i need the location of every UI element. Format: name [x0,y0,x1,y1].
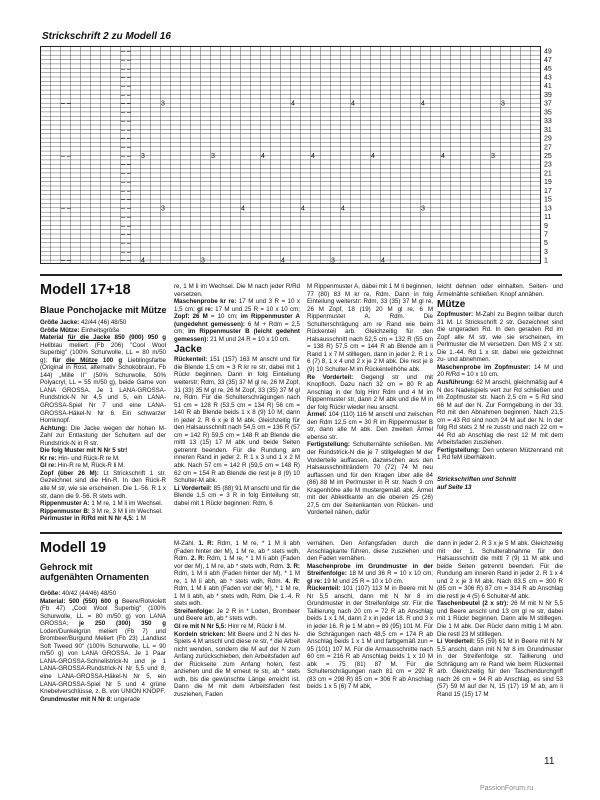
chart-symbol: 4 [441,153,445,160]
row-number: 31 [544,126,552,134]
chart-symbol: – – [121,205,131,213]
modell19-column-3: vernähen. Den Anfangsfaden durch die Anschlagkante führen, diese zusziehen und den Faden vernähen. Maschenprobe im Grundmuster in der Streifenfolge: 18 M und 36 R = 10 x 10 cm; gl re: 19 M und 25 R = 10 x 10 cm. Rückenteil: 101 (107) 113 M in Beere mit N Nr 5,5 anschl, dann mit N Nr 8 im Grundmuster in der Streifenfolge str. Für die Taillierung nach 20 cm = 72 R ab Anschlag beids 1 x 1 M, dann 2 x in jeder 18. R und 3 x in jeder 16. R je 1 M abn = 89 (95) 101 M. Für die Schrägungen nach 48,5 cm = 174 R ab Anschlag beids 1 x 1 M und farbgemäß zun = 95 (101) 107 M. Für die Armausschnitte nach 60 cm = 216 R ab Anschlag beids 1 x 10 M abk = 75 (81) 87 M. Für die Schulterschrägungen nach 81 cm = 292 R (83 cm = 298 R) 85 cm = 306 R ab Anschlag beids 1 x 5 (6) 7 M abk, [307,540,433,691]
row-number: 29 [544,135,552,143]
chart-symbol: 4 [291,100,295,108]
chart-symbol: 3 [331,257,335,264]
row-number: 45 [544,65,552,73]
chart-symbol: 4 [261,153,265,160]
chart-symbol: – – [121,100,131,108]
chart-symbol: – – [121,65,131,73]
modell17-title: Modell 17+18 [40,282,131,298]
chart-symbol: 3 [201,257,205,264]
row-number: 43 [544,74,552,82]
chart-symbol: – – [121,48,131,56]
chart-symbol: 3 [501,100,505,108]
chart-symbol: – – [121,118,131,126]
chart-symbol: – – [121,74,131,82]
chart-symbol: – – [121,257,131,264]
row-number: 1 [544,257,548,264]
modell19-title: Modell 19 [40,540,107,556]
chart-symbol: 4 [381,257,385,264]
chart-symbol: 4 [301,205,305,213]
chart-symbol: – – [121,153,131,160]
row-number: 37 [544,100,552,108]
chart-title: Strickschrift 2 zu Modell 16 [42,31,171,42]
chart-symbol: 4 [421,100,425,108]
chart-symbol: – – [121,161,131,169]
row-number: 7 [544,231,548,239]
modell17-subtitle: Blaue Ponchojacke mit Mütze [40,305,167,315]
chart-symbol: 3 [491,153,495,160]
modell19-subtitle [40,562,149,582]
row-number: 3 [544,248,548,256]
row-number: 9 [544,222,548,230]
row-number: 49 [544,48,552,56]
chart-symbol: – – [61,257,71,264]
chart-symbol: – – [121,126,131,134]
chart-symbol: – – [121,248,131,256]
row-number: 35 [544,109,552,117]
row-number: 47 [544,57,552,65]
chart-symbol: 3 [161,100,165,108]
chart-symbol: – – [121,231,131,239]
row-number: 11 [544,214,552,221]
chart-symbol: 4 [341,205,345,213]
modell19-column-4: dann in jeder 2. R 3 x je 5 M abk. Gleichzeitig mit der 1. Schulterabnahme für den Halsausschnitt die mittl 7 (9) 11 M abk und beide Seiten getrennt beenden. Für die Rundung am inneren Rand in jeder 2. R 1 x 4 und 2 x je 3 M abk. Nach 83,5 cm = 300 R (85 cm = 306 R) 87 cm = 314 R ab Anschlag die restl je 4 (5) 6 Schulter-M abk. Taschenbeutel (2 x str): 26 M mit N Nr 5,5 und Beere anschl und 13 cm gl re str, dabei mit 1 Rückr beginnen. Dann alle M stilllegen. Die 1 M abk. Der Rückr dann mittig 1 M abn. Die restl 23 M stilllegen. Li Vorderteil: 55 (59) 61 M in Beere mit N Nr 5,5 anschl, dann mit N Nr 8 im Grundmuster in der Streifenfolge str. Taillierung und Schrägung am re Rand wie beim Rückenteil arb. Gleichzeitig für den Taschendurchgriff nach 26 cm = 94 R ab Anschlag, es sind 53 (57) 59 M auf der N, 15 (17) 19 M ab, am li Rand 15 (15) 17 M [437,540,563,698]
modell19-subtitle-line: Gehrock mit [40,562,93,572]
chart-symbol: – – [121,222,131,230]
chart-symbol: 4 [241,205,245,213]
row-number: 25 [544,153,552,160]
modell19-column-2: M-Zahl. 1. R: Rdm, 1 M re, * 1 M li abh (Faden hinter der M), 1 M re, ab * stets wdh, Rdm. 2. R: Rdm, 1 M re, * 1 M li abh (Faden vor der M), 1 M re, ab * stets wdh, Rdm. 3. R: Rdm, 1 M li abh (Faden hinter der M), * 1 M re, 1 M li abh, ab * stets wdh, Rdm. 4. R: Rdm, 1 M li abh (Faden vor der M), * 1 M re, 1 M li abh, ab * stets wdh, Rdm. Die 1.-4. R stets wdh. Streifenfolge: Je 2 R in * Loden, Brombeer und Beere arb, ab * stets wdh. Gl re mit N Nr 5,5: Hinr re M, Rückr li M. Kordeln stricken: Mit Beere und 2 N des N-Spiels 4 M anschl und diese re str, * die Arbeit nicht wenden, sondern die M auf der N zum Anfang zurückschieben, den Arbeitsfaden auf der Rückseite zum Anfang holen, fest anziehen und die M erneut re str, ab * stets wdh, bis die gewünschte Länge erreicht ist. Dann die M mit dem Arbeitsfaden fest zusziehen, Faden [174,540,301,698]
modell17-column-2: re, 1 M li im Wechsel. Die M nach jeder R/Rd versetzen. Maschenprobe kr re: 17 M und 3 R = 10 x 1,5 cm; gl re: 17 M und 25 R = 10 x 10 cm; Zopf: 26 M = 10 cm; im Rippenmuster A (ungedehnt gemessen): 6 M + Rdm = 2,5 cm; im Rippenmuster B (leicht gedehnt gemessen): 21 M und 24 R = 10 x 10 cm. Jacke Rückenteil: 151 (157) 163 M anschl und für die Blende 1,5 cm = 3 R kr re str, dabei mit 1 Rückr beginnen. Dann in folg Einteilung weiterstr: Rdm, 33 (35) 37 M gl re, 26 M Zopf, 31 (33) 35 M gl re, 26 M Zopf, 33 (35) 37 M gl re, Rdm. Für die Schulterschrägungen nach 51 cm = 128 R (53,5 cm = 134 R) 56 cm = 140 R ab Blende beids 1 x 8 (9) 10 M, dann in jeder 2. R 6 x je 8 M abk. Gleichzeitig für den Halsausschnitt nach 54,5 cm = 136 R (57 cm = 142 R) 59,5 cm = 148 R ab Blende die mittl 13 (15) 17 M abk und beide Seiten getrennt beenden. Für die Rundung am inneren Rand in jeder 2. R 1 x 3 und 1 x 2 M abk. Nach 57 cm = 142 R (59,5 cm = 148 R) 62 cm = 154 R ab Blende die rest je 8 (9) 10 Schulter-M abk. Li Vorderteil: 85 (88) 91 M anschl und für die Blende 1,5 cm = 3 R in folg Einteilung str, dabei mit 1 Rückr beginnen: Rdm, 6 [174,283,301,507]
chart-symbol: – – [121,187,131,195]
chart-symbol: 4 [281,257,285,264]
row-number: 13 [544,205,552,213]
section-divider [40,274,562,276]
knitting-chart [40,46,562,264]
row-number: 5 [544,240,548,248]
row-number: 41 [544,83,552,91]
chart-symbol: 3 [211,153,215,160]
row-number: 17 [544,187,552,195]
chart-symbol: – – [121,83,131,91]
chart-symbol: 4 [351,100,355,108]
chart-symbol: 4 [371,153,375,160]
row-number: 39 [544,92,552,99]
modell17-column-3: M Rippenmuster A, dabei mit 1 M li beginnen, 77 (80) 83 M kr re, Rdm. Dann in folg Einteilung weiterstr: Rdm, 33 (35) 37 M gl re, 26 M Zopf, 18 (19) 20 M gl re, 6 M Rippenmuster A, Rdm. Die Schulterschrägung am re Rand wie beim Rückenteil arb. Gleichzeitig für den Halsausschnitt nach 52,5 cm = 132 R (55 cm = 138 R) 57,5 cm = 144 R ab Blende am li Rand 1 x 7 M stilllegen, dann in jeder 2. R 1 x 6 (7) 8, 1 x 4 und 2 x je 2 M abk. Die rest je 8 (9) 10 Schulter-M im Rückenteilhöhe abk. Re Vorderteil: Gegengl str und mit Knopfloch. Dazu nach 32 cm = 80 R ab Anschlag in der folg Hinr Rdm und 4 M im Rippenmuster str, dann 2 M abk und die M in der folg Rückr wieder neu anschl. Ärmel: 104 (110) 116 M anschl und zwischen den Rdm 12,5 cm = 30 R im Rippenmuster B str, dann alle M abk. Den zweiten Ärmel ebenso str. Fertigstellung: Schulternähte schließen. Mit der Rundstrick-N die je 7 stillgelegten M der Vorderteile auffassen, dazwischen aus den Halsausschnitträndern 70 (72) 74 M neu auffassen und für den Kragen über alle 84 (86) 88 M im Perlmuster in R str. Nach 9 cm Kragenhöhe alle M mustergemäß abk. Ärmel mit der Abkettkante an die oberen 25 (26) 27,5 cm der Seitenkanten von Rücken- und Vorderteil nähen, dafür [307,283,433,517]
chart-symbol: – – [121,109,131,117]
chart-symbol: 4 [141,257,145,264]
chart-symbol: – – [121,179,131,187]
chart-symbol: – – [121,92,131,99]
chart-symbol: 4 [311,153,315,160]
row-number: 15 [544,196,552,204]
chart-symbol: 3 [141,153,145,160]
modell17-column-4: leicht dehnen oder einhalten. Seiten- und Ärmelnähte schließen. Knopf annähen. Mütze Zopfmuster: M-Zahl zu Beginn teilbar durch 31 M. Lt Strickschrift 2 str. Gezeichnet sind die ungeraden Rd. In den geraden Rd im Zopf alle M str, wie sie erscheinen, im Perlmuster die M versetzen. Den MS 2 x str. Die 1.-44. Rd 1 x str, dabei wie gezeichnet zu- und abnehmen. Maschenprobe im Zopfmuster: 14 M und 20 R/Rd = 10 x 10 cm. Ausführung: 62 M anschl, gleichmäßig auf 4 N des Nadelspiels vert zur Rd schließen und im Zopfmuster str. Nach 2,5 cm = 5 Rd sind 66 M auf der N. Zur Formgebung in der 33. Rd mit den Abnahmen beginnen. Nach 21,5 cm = 43 Rd sind noch 24 M auf der N. In der folg Rd stets 2 M re zusstr und nach 22 cm = 44 Rd ab Anschlag die rest 12 M mit dem Arbeitsfaden zusziehen. Fertigstellung: Den unteren Mützenrand mit 1 Rd feM überhäkeln. Strickschriften und Schnitt auf Seite 13 [437,283,563,491]
section-divider [40,532,562,534]
chart-symbol: – – [121,170,131,178]
modell17-column-1: Größe Jacke: 42/44 (46) 48/50 Größe Mütze: Einheitsgröße Material für die Jacke 850 (900) 950 g Hellblau meliert (Fb 206) "Cool Wool Superbig" (100% Schurwolle, LL = 80 m/50 g); für die Mütze 100 g Lieblingsfarbe (Original in Rost, alternativ Schokobraun, Fb 144) „Mille II" (50% Schurwolle, 50% Polyacryl, LL = 55 m/50 g), beide Garne von LANA GROSSA. Je 1 LANA-GROSSA-Rundstrick-N Nr 4,5 und 5, ein LANA-GROSSA-Spiel Nr 7 und eine LANA-GROSSA-Häkel-N Nr 6. Ein schwarzer Hornknopf. Achtung: Die Jacke wegen der hohen M-Zahl zur Entlastung der Schultern auf der Rundstrick-N in R str. Die folg Muster mit N Nr 5 str! Kr re: Hin- und Rück-R re M. Gl re: Hin-R re M, Rück-R li M. Zopf (über 26 M): Lt Strickschrift 1 str. Gezeichnet sind die Hin-R. In den Rück-R alle M str, wie sie erscheinen. Die 1.-56. R 1 x str, dann die 9.-56. R stets wdh. Rippenmuster A: 1 M re, 1 M li im Wechsel. Rippenmuster B: 3 M re, 3 M li im Wechsel. Perlmuster in R/Rd mit N Nr 4,5: 1 M [40,319,167,523]
chart-symbol: 3 [161,205,165,213]
page-number: 11 [544,756,555,767]
chart-symbol: – – [121,57,131,65]
modell19-subtitle-line: aufgenähten Ornamenten [40,572,150,582]
row-number: 23 [544,161,552,169]
chart-symbol: 3 [421,205,425,213]
modell19-column-1: Größe: 40/42 (44/46) 48/50 Material: 500 (550) 600 g Beere/Rotviolett (Fb 47) „Cool Wool Superbig" (100% Schurwolle, LL = 80 m/50 g) von LANA GROSSA; je 250 (300) 350 g Loden/Dunkelgrün meliert (Fb 7) und Brombeer/Burgund Meliert (Fb 23) „Landlust Soft Tweed 90" (100% Schurwolle, LL = 90 m/50 g) von LANA GROSSA. Je 1 Paar LANA-GROSSA-Schnellstrick-N und je 1 LANA-GROSSA-Rundstrick-N Nr 5,5 und 8, eine LANA-GROSSA-Häkel-N Nr 5, ein LANA-GROSSA-Spiel Nr 5 und 4 grüne Knebelverschlüsse, z. B. von UNION KNOPF. Grundmuster mit N Nr 8: ungerade [40,590,166,703]
row-number: 27 [544,144,552,152]
chart-symbol: – – [121,144,131,152]
chart-symbol: – – [61,205,71,213]
chart-symbol: – – [61,153,71,160]
chart-symbol: – – [61,100,71,108]
chart-symbol: – – [121,135,131,143]
row-number: 19 [544,179,552,187]
chart-symbol: – – [121,196,131,204]
chart-symbol: – – [121,240,131,248]
row-number: 33 [544,118,552,126]
chart-symbol: – – [121,214,131,221]
watermark: PassionForum.ru [480,785,534,792]
row-number: 21 [544,170,552,178]
